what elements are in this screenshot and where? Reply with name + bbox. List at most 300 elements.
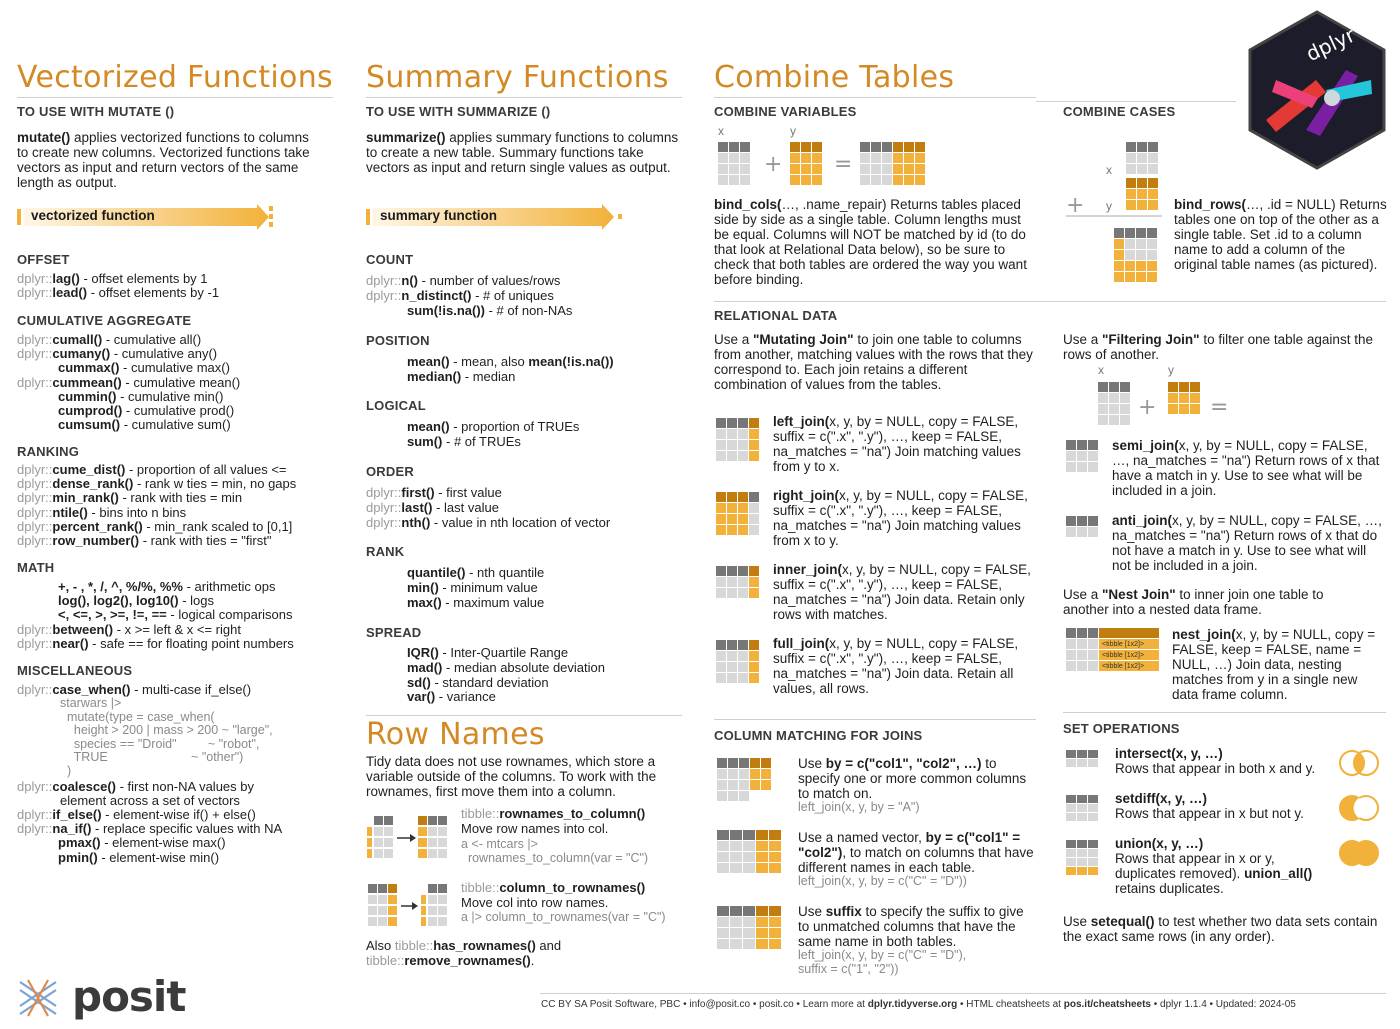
- function-row: [407, 420, 579, 434]
- join-cell: [727, 451, 737, 461]
- join-cell: [738, 514, 748, 524]
- vectorized-title: Vectorized Functions: [17, 60, 333, 98]
- function-name: lag(): [52, 271, 80, 286]
- also-end: .: [530, 953, 535, 968]
- nest-cell: <tibble [1x2]>: [1102, 652, 1145, 659]
- count-title: COUNT: [366, 252, 414, 267]
- join-cell: [716, 651, 726, 661]
- join-cell: [749, 451, 759, 461]
- code-line: TRUE ~ "other"): [60, 750, 244, 764]
- function-row: [17, 333, 201, 347]
- function-name: n_distinct(): [401, 287, 472, 303]
- setop-table-icon: [1066, 750, 1102, 790]
- setop-cell: [1077, 813, 1087, 821]
- filter-join-diagram: [1096, 364, 1236, 428]
- footer-rule: [540, 993, 1386, 994]
- function-name: cume_dist(): [52, 462, 126, 477]
- function-row: [407, 304, 572, 318]
- case-when-pkg: dplyr::: [17, 682, 53, 697]
- join-cell: [716, 451, 726, 461]
- footer-a: CC BY SA Posit Software, PBC • info@posit.co • posit.co • Learn more at: [541, 999, 868, 1010]
- setop-cell: [1077, 858, 1087, 866]
- function-row: [366, 516, 610, 530]
- setop-cell: [1077, 867, 1087, 875]
- also-text: Also: [366, 938, 395, 953]
- dplyr-hex-text: dplyr: [1302, 22, 1359, 67]
- cm2-bold: by = c("col1" = "col2"): [798, 830, 1021, 860]
- setop-text: [1115, 746, 1335, 776]
- function-desc: - logs: [178, 593, 214, 609]
- function-name: cumsum(): [58, 417, 121, 433]
- nest-join-diagram: [1066, 628, 1164, 674]
- function-name: na_if(): [52, 821, 92, 837]
- function-row: [58, 390, 223, 404]
- function-name: mad(): [407, 659, 443, 675]
- colmatch-2-svg: [717, 830, 793, 874]
- r2c-diagram: [366, 814, 456, 862]
- order-title: ORDER: [366, 464, 414, 479]
- function-name: sum(!is.na()): [407, 302, 485, 318]
- join-cell: [716, 492, 726, 502]
- vectorized-arrow-label: vectorized function: [31, 208, 155, 223]
- setop-cell: [1077, 750, 1087, 758]
- function-desc: - rank with ties = "first": [139, 533, 272, 548]
- join-text: [773, 636, 1037, 696]
- join-cell: [749, 525, 759, 535]
- join-cell: [727, 514, 737, 524]
- bind-cols-svg: [714, 124, 944, 190]
- summary-intro: [366, 130, 681, 175]
- bind-cols-fn: bind_cols(: [714, 197, 782, 212]
- setop-cell: [1066, 813, 1076, 821]
- function-name: cumany(): [52, 346, 111, 362]
- code-line: mutate(type = case_when(: [60, 709, 215, 724]
- setop-desc-2: retains duplicates.: [1115, 881, 1224, 896]
- join-cell: [749, 440, 759, 450]
- package-prefix: dplyr::: [17, 271, 53, 286]
- colmatch-3-svg: [717, 906, 793, 950]
- function-name: cumprod(): [58, 403, 123, 418]
- relational-rule: [714, 301, 1386, 302]
- function-row: [17, 637, 294, 651]
- posit-logo: [16, 974, 206, 1022]
- venn-icon: [1338, 838, 1382, 868]
- combine-title-rule: [1036, 101, 1236, 102]
- function-name: sd(): [407, 674, 431, 690]
- function-name: cumall(): [52, 332, 103, 347]
- package-prefix: dplyr::: [17, 490, 53, 506]
- svg-text:+: +: [1066, 193, 1085, 218]
- join-cell: [716, 588, 726, 598]
- function-name: median(): [407, 368, 462, 384]
- filtering-post: to filter one table against the rows of another.: [1063, 332, 1373, 362]
- function-row: [17, 286, 219, 300]
- function-desc: - proportion of all values <=: [125, 462, 287, 477]
- case-when-line: [17, 683, 251, 697]
- setop-fn: union(x, y, …): [1115, 836, 1204, 851]
- setop-text: [1115, 836, 1335, 896]
- function-row: [58, 608, 293, 622]
- mutating-post: to join one table to columns from another, matching values with the rows that they correspond to. Each join retains a different combination of values from the tables.: [714, 332, 1033, 392]
- setop-cell: [1088, 867, 1098, 875]
- semi-join-diagram: [1066, 440, 1106, 479]
- colmatch-rule: [714, 719, 1036, 720]
- package-prefix: dplyr::: [17, 374, 53, 390]
- function-name: min(): [407, 579, 439, 595]
- setop-cell: [1088, 795, 1098, 803]
- function-name: mean(): [407, 354, 450, 369]
- join-cell: [716, 577, 726, 587]
- function-name: if_else(): [52, 807, 102, 822]
- function-name-2: mean(!is.na()): [528, 354, 614, 369]
- join-cell: [716, 525, 726, 535]
- join-cell: [727, 640, 737, 650]
- logical-title: LOGICAL: [366, 398, 426, 413]
- anti-join-text: [1112, 513, 1386, 573]
- package-prefix: dplyr::: [17, 346, 53, 362]
- summary-subtitle: TO USE WITH SUMMARIZE (): [366, 104, 551, 119]
- nest-intro: [1063, 587, 1363, 617]
- colmatch-1-text: [798, 756, 1028, 801]
- relational-title: RELATIONAL DATA: [714, 308, 838, 323]
- join-cell: [738, 651, 748, 661]
- c2r-code: a |> column_to_rownames(var = "C"): [461, 910, 666, 924]
- function-name: near(): [52, 635, 89, 651]
- function-name: quantile(): [407, 565, 466, 580]
- r2c-pkg: tibble::: [461, 806, 500, 821]
- function-row: [17, 822, 282, 836]
- colmatch-title: COLUMN MATCHING FOR JOINS: [714, 728, 923, 743]
- package-prefix: dplyr::: [366, 514, 402, 530]
- nest-cell: <tibble [1x2]>: [1102, 663, 1145, 670]
- dplyr-hex-logo: [1246, 10, 1388, 170]
- function-name: lead(): [52, 285, 88, 301]
- setop-desc: Rows that appear in x or y, duplicates removed).: [1115, 851, 1275, 881]
- c2r-desc: Move col into row names.: [461, 895, 609, 910]
- join-cell: [749, 503, 759, 513]
- function-desc: - element-wise if() + else(): [101, 807, 256, 822]
- join-text: [773, 488, 1037, 548]
- nest-bold: "Nest Join": [1102, 587, 1176, 602]
- function-desc: - logical comparisons: [166, 607, 293, 623]
- join-text: [773, 562, 1037, 622]
- package-prefix: dplyr::: [17, 533, 53, 548]
- function-desc: - arithmetic ops: [183, 579, 276, 594]
- function-row: [17, 477, 296, 491]
- function-row: [407, 596, 544, 610]
- join-cell: [738, 662, 748, 672]
- package-prefix: dplyr::: [17, 518, 53, 534]
- setop-fn: intersect(x, y, …): [1115, 746, 1223, 761]
- rownames-also: [366, 939, 561, 953]
- function-name: max(): [407, 594, 442, 610]
- svg-text:y: y: [1168, 364, 1174, 377]
- function-name: log(), log2(), log10(): [58, 593, 179, 609]
- join-cell: [727, 492, 737, 502]
- join-cell: [727, 588, 737, 598]
- setop-cell: [1066, 795, 1076, 803]
- function-name: ntile(): [52, 504, 88, 520]
- setop-fn: setdiff(x, y, …): [1115, 791, 1208, 806]
- setop-cell: [1088, 840, 1098, 848]
- nest-join-text: [1172, 627, 1386, 702]
- position-title: POSITION: [366, 333, 430, 348]
- c2r-fn: column_to_rownames(): [499, 880, 646, 895]
- join-cell: [716, 640, 726, 650]
- function-name: mean(): [407, 419, 450, 434]
- footer-link-dplyr[interactable]: dplyr.tidyverse.org: [867, 999, 958, 1010]
- join-cell: [738, 451, 748, 461]
- join-cell: [738, 503, 748, 513]
- r2c-fn: rownames_to_column(): [499, 806, 646, 821]
- join-fn: left_join(: [773, 414, 830, 429]
- setop-cell: [1066, 750, 1076, 758]
- function-row: [58, 404, 234, 418]
- colmatch-2-code: left_join(x, y, by = c("C" = "D")): [798, 874, 967, 888]
- setequal-bold: setequal(): [1090, 914, 1155, 929]
- function-name: first(): [401, 485, 435, 500]
- function-desc: - nth quantile: [465, 565, 545, 580]
- join-cell: [749, 566, 759, 576]
- svg-text:+: +: [764, 152, 783, 177]
- join-args: x, y, by = NULL, copy = FALSE, suffix = c(".x", ".y"), …, keep = FALSE, na_matches = "na") Join matching values from x to y.: [773, 488, 1028, 548]
- function-row: [366, 486, 502, 500]
- join-cell: [738, 429, 748, 439]
- svg-text:x: x: [1106, 163, 1112, 177]
- function-name: cummin(): [58, 388, 117, 404]
- join-cell: [716, 503, 726, 513]
- ranking-title: RANKING: [17, 444, 80, 459]
- bind-rows-text: [1174, 197, 1388, 272]
- bind-rows-fn: bind_rows(: [1174, 197, 1247, 212]
- filtering-bold: "Filtering Join": [1102, 332, 1200, 347]
- cm3-post: to specify the suffix to give to unmatched columns that have the same name in both tables.: [798, 904, 1024, 949]
- join-diagram: [716, 566, 768, 616]
- case-when-fn: case_when(): [52, 682, 131, 697]
- function-name: pmax(): [58, 835, 101, 851]
- function-row: [407, 435, 521, 449]
- function-row: [17, 506, 186, 520]
- function-row: [17, 623, 241, 637]
- join-cell: [738, 440, 748, 450]
- join-cell: [727, 503, 737, 513]
- setop-cell: [1088, 858, 1098, 866]
- r2c-line: [461, 807, 645, 821]
- package-prefix: dplyr::: [366, 273, 402, 288]
- nest-join-args: x, y, by = NULL, copy = FALSE, keep = FALSE, name = NULL, …) Join data, nesting matches from y in a single new data frame column.: [1172, 627, 1376, 702]
- function-row: [407, 355, 614, 369]
- function-row: [17, 272, 208, 286]
- join-cell: [716, 673, 726, 683]
- nest-join-fn: nest_join(: [1172, 627, 1236, 642]
- anti-join-fn: anti_join(: [1112, 513, 1172, 528]
- function-row: [58, 580, 275, 594]
- svg-text:+: +: [1138, 395, 1157, 420]
- code-line: starwars |>: [60, 696, 122, 710]
- nest-post: to inner join one table to another into a nested data frame.: [1063, 587, 1324, 617]
- function-row: [17, 534, 271, 548]
- colmatch-1-code: left_join(x, y, by = "A"): [798, 800, 920, 814]
- package-prefix: dplyr::: [17, 504, 53, 520]
- function-row: [17, 376, 240, 390]
- footer: [541, 999, 1296, 1010]
- function-desc: - x >= left & x <= right: [113, 621, 241, 637]
- join-cell: [716, 440, 726, 450]
- function-desc: - proportion of TRUEs: [449, 419, 580, 434]
- math-title: MATH: [17, 560, 55, 575]
- setops-title: SET OPERATIONS: [1063, 721, 1180, 736]
- semi-join-args: x, y, by = NULL, copy = FALSE, …, na_matches = "na") Return rows of x that have a match in y. Use to see what will be included in a join.: [1112, 438, 1380, 498]
- function-desc: - cumulative all(): [102, 332, 202, 347]
- coalesce-fn: coalesce(): [52, 779, 116, 794]
- package-prefix: dplyr::: [17, 476, 53, 492]
- function-row: [58, 418, 231, 432]
- coalesce-line-2: element across a set of vectors: [60, 793, 240, 808]
- nest-cell: <tibble [1x2]>: [1102, 641, 1145, 648]
- setop-cell: [1077, 795, 1087, 803]
- rownames-intro: Tidy data does not use rownames, which store a variable outside of the columns. To work with the rownames, first move them into a column.: [366, 754, 657, 799]
- setop-fn-2: union_all(): [1244, 866, 1313, 881]
- join-cell: [749, 418, 759, 428]
- svg-text:=: =: [1210, 395, 1229, 420]
- c2r-diagram: [366, 882, 456, 930]
- function-row: [366, 501, 499, 515]
- setop-cell: [1066, 840, 1076, 848]
- join-cell: [749, 673, 759, 683]
- summary-arrow-label: summary function: [380, 208, 498, 223]
- bind-cols-desc: …, .name_repair) Returns tables placed side by side as a single table. Column lengths must be equal. Columns will NOT be matched by id (to do that look at Relational Data below), so be sure to check that both tables are ordered the way you want before binding.: [714, 197, 1027, 287]
- function-name: row_number(): [52, 533, 140, 548]
- colmatch-1-diagram: [717, 758, 783, 807]
- summarize-fn: summarize(): [366, 130, 446, 145]
- setop-table-icon: [1066, 840, 1102, 880]
- function-desc: - Inter-Quartile Range: [438, 645, 569, 660]
- r2c-desc: Move row names into col.: [461, 821, 609, 836]
- function-row: [17, 347, 217, 361]
- join-cell: [749, 662, 759, 672]
- mutating-bold: "Mutating Join": [753, 332, 854, 347]
- cumulative-title: CUMULATIVE AGGREGATE: [17, 313, 192, 328]
- function-desc: - last value: [432, 499, 499, 515]
- setop-cell: [1088, 750, 1098, 758]
- package-prefix: dplyr::: [17, 621, 53, 637]
- nest-pre: Use a: [1063, 587, 1103, 602]
- join-cell: [738, 640, 748, 650]
- cm3-pre: Use: [798, 904, 826, 919]
- join-diagram: [716, 418, 768, 468]
- column-to-rownames-diagram: [366, 882, 456, 930]
- vectorized-intro-text: applies vectorized functions to columns to create new columns. Vectorized functions take vectors as input and return vectors of the same length as output.: [17, 130, 310, 190]
- rank-title: RANK: [366, 544, 405, 559]
- case-when-desc: - multi-case if_else(): [130, 682, 252, 697]
- c2r-pkg: tibble::: [461, 880, 500, 895]
- function-desc: - # of uniques: [471, 287, 554, 303]
- join-diagram: [716, 492, 768, 542]
- dplyr-hex-svg: [1246, 10, 1388, 170]
- code-line: species == "Droid" ~ "robot",: [60, 736, 260, 751]
- join-fn: right_join(: [773, 488, 839, 503]
- function-desc: - cumulative mean(): [121, 374, 241, 390]
- function-desc: - offset elements by 1: [79, 271, 208, 286]
- svg-text:x: x: [1098, 364, 1104, 377]
- footer-link-cheatsheets[interactable]: pos.it/cheatsheets: [1063, 999, 1151, 1010]
- setop-desc: Rows that appear in x but not y.: [1115, 806, 1304, 821]
- join-cell: [727, 662, 737, 672]
- setequal-post: to test whether two data sets contain the exact same rows (in any order).: [1063, 914, 1378, 944]
- package-prefix: dplyr::: [17, 462, 53, 477]
- label-x: x: [718, 124, 724, 138]
- setop-cell: [1066, 858, 1076, 866]
- function-name: percent_rank(): [52, 518, 143, 534]
- function-desc: - element-wise min(): [97, 849, 220, 865]
- function-desc: - cumulative max(): [119, 360, 230, 376]
- function-name: cummean(): [52, 374, 122, 390]
- function-row: [17, 491, 242, 505]
- svg-text:y: y: [1106, 199, 1112, 213]
- function-name: last(): [401, 499, 433, 515]
- function-desc: - safe == for floating point numbers: [88, 635, 294, 651]
- has-rownames-fn: has_rownames(): [433, 938, 536, 953]
- function-row: [17, 463, 287, 477]
- code-line: height > 200 | mass > 200 ~ "large",: [60, 723, 273, 737]
- cm1-bold: by = c("col1", "col2", …): [825, 756, 982, 771]
- setop-cell: [1077, 759, 1087, 767]
- join-cell: [749, 577, 759, 587]
- colmatch-2-text: [798, 830, 1036, 875]
- footer-c: • HTML cheatsheets at: [957, 999, 1064, 1010]
- function-desc: - offset elements by -1: [87, 285, 220, 301]
- function-name: nth(): [401, 514, 431, 530]
- filter-join-svg: [1096, 364, 1236, 428]
- setop-cell: [1066, 804, 1076, 812]
- also-pkg-1: tibble::: [394, 938, 434, 953]
- package-prefix: dplyr::: [17, 807, 53, 822]
- bind-rows-svg: [1066, 140, 1166, 286]
- function-name: n(): [401, 273, 419, 288]
- function-desc: - bins into n bins: [87, 504, 187, 520]
- function-name: +, - , *, /, ^, %/%, %%: [58, 579, 183, 594]
- function-desc: - rank w ties = min, no gaps: [133, 476, 297, 492]
- setop-table-icon: [1066, 795, 1102, 835]
- function-name: between(): [52, 621, 114, 637]
- join-cell: [716, 514, 726, 524]
- setop-cell: [1066, 759, 1076, 767]
- function-row: [58, 836, 226, 850]
- setop-cell: [1066, 867, 1076, 875]
- summary-title: Summary Functions: [366, 60, 682, 98]
- cm2-pre: Use a named vector,: [798, 830, 926, 845]
- mutate-fn: mutate(): [17, 130, 71, 145]
- function-row: [366, 289, 554, 303]
- function-row: [407, 581, 538, 595]
- function-row: [407, 676, 549, 690]
- rownames-to-column-diagram: [366, 814, 456, 862]
- join-diagram: [716, 640, 768, 690]
- setops-rule: [1063, 712, 1386, 713]
- function-desc: - cumulative sum(): [120, 417, 231, 433]
- function-desc: - # of non-NAs: [485, 302, 573, 318]
- join-cell: [727, 525, 737, 535]
- join-cell: [738, 673, 748, 683]
- function-desc: - value in nth location of vector: [430, 514, 611, 530]
- label-y: y: [790, 124, 796, 138]
- setop-cell: [1077, 804, 1087, 812]
- coalesce-desc: - first non-NA values by: [116, 779, 254, 794]
- posit-wordmark: posit: [72, 972, 186, 1021]
- join-cell: [716, 566, 726, 576]
- join-cell: [738, 492, 748, 502]
- function-desc: - element-wise max(): [100, 835, 226, 851]
